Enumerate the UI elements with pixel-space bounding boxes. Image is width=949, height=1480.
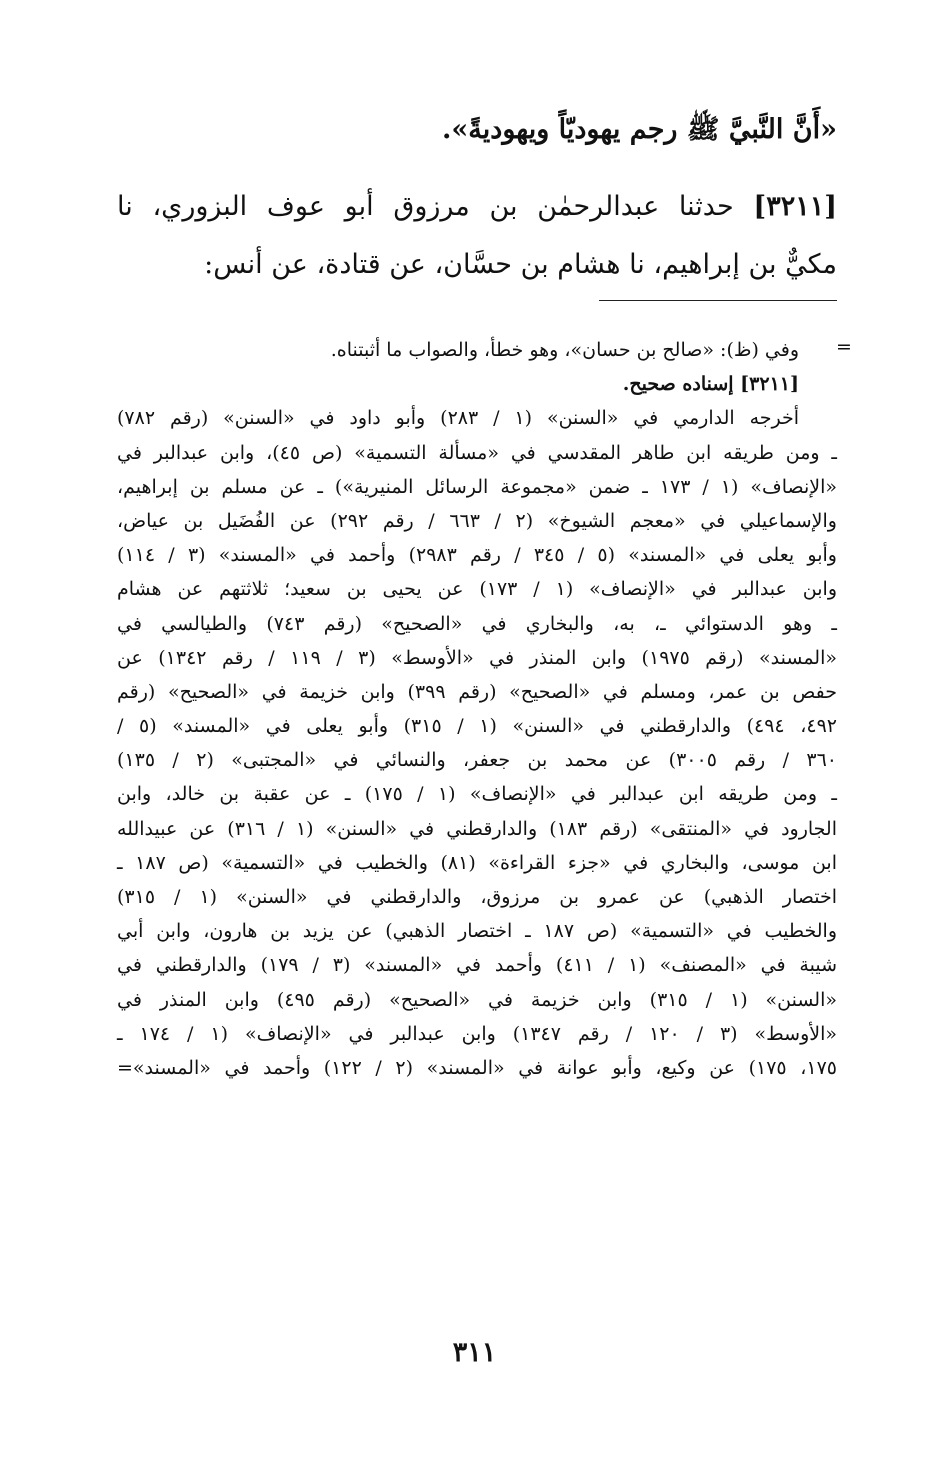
footnote-line: أخرجه الدارمي في «السنن» (١ / ٢٨٣) وأبو داود في «السنن» (رقم ٧٨٢) <box>117 407 800 430</box>
footnote-line: ١٧٥، ١٧٥) عن وكيع، وأبو عوانة في «المسند» (٢ / ١٢٢) وأحمد في «المسند»= <box>117 1056 837 1079</box>
isnad-line-2: مكيٌّ بن إبراهيم، نا هشام بن حسَّان، عن قتادة، عن أنس: <box>204 249 837 280</box>
footnote-line: وابن عبدالبر في «الإنصاف» (١ / ١٧٣) عن يحيى بن سعيد؛ ثلاثتهم عن هشام <box>117 578 838 601</box>
isnad-line-1-text: حدثنا عبدالرحمٰن بن مرزوق أبو عوف البزوري، نا <box>117 191 734 222</box>
footnote-line: «المسند» (رقم ١٩٧٥) وابن المنذر في «الأوسط» (٣ / ١١٩ / رقم ١٣٤٢) عن <box>117 646 837 669</box>
footnote-heading <box>117 367 837 401</box>
footnote-variant-note: وفي (ظ): «صالح بن حسان»، وهو خطأ، والصواب ما أثبتناه. <box>330 339 799 361</box>
footnote-line: ٤٩٢، ٤٩٤) والدارقطني في «السنن» (١ / ٣١٥) وأبو يعلى في «المسند» (٥ / <box>117 715 837 738</box>
footnote-line: اختصار الذهبي) عن عمرو بن مرزوق، والدارقطني في «السنن» (١ / ٣١٥) <box>117 886 838 908</box>
footnote-line: شيبة في «المصنف» (١ / ٤١١) وأحمد في «المسند» (٣ / ١٧٩) والدارقطني في <box>117 954 837 977</box>
hadith-isnad <box>117 178 837 294</box>
footnote-line: ـ ومن طريقه ابن عبدالبر في «الإنصاف» (١ / ١٧٥) ـ عن عقبة بن خالد، وابن <box>117 783 838 806</box>
footnote-line: ـ وهو الدستوائي ـ، به، والبخاري في «الصحيح» (رقم ٧٤٣) والطيالسي في <box>117 612 837 635</box>
footnote-line: «السنن» (١ / ٣١٥) وابن خزيمة في «الصحيح» (رقم ٤٩٥) وابن المنذر في <box>117 988 837 1011</box>
footnote-line: ـ ومن طريقه ابن طاهر المقدسي في «مسألة التسمية» (ص ٤٥)، وابن عبدالبر في <box>117 441 837 464</box>
hadith-number: [٣٢١١] <box>753 191 837 222</box>
footnote-line: الجارود في «المنتقى» (رقم ١٨٣) والدارقطني في «السنن» (١ / ٣١٦) عن عبيدالله <box>117 817 838 840</box>
footnote-line: وأبو يعلى في «المسند» (٥ / ٣٤٥ / رقم ٢٩٨٣) وأحمد في «المسند» (٣ / ١١٤) <box>117 544 837 567</box>
footnote-line: «الأوسط» (٣ / ١٢٠ / رقم ١٣٤٧) وابن عبدالبر في «الإنصاف» (١ / ١٧٤ ـ <box>117 1022 838 1045</box>
footnote-separator <box>599 300 837 301</box>
footnote-line: ابن موسى، والبخاري في «جزء القراءة» (٨١) والخطيب في «التسمية» (ص ١٨٧ ـ <box>117 851 837 874</box>
footnote-line: والإسماعيلي في «معجم الشيوخ» (٢ / ٦٦٣ / رقم ٢٩٢) عن الفُضَيل بن عياض، <box>117 509 837 532</box>
hadith-quote: «أَنَّ النَّبيَّ ﷺ رجم يهوديّاً ويهوديةً». <box>442 114 837 145</box>
footnotes <box>117 333 837 1085</box>
footnote-heading-text: إسناده صحيح. <box>622 373 734 396</box>
footnote-line: «الإنصاف» (١ / ١٧٣ ـ ضمن «مجموعة الرسائل المنيرية») ـ عن مسلم بن إبراهيم، <box>117 475 837 498</box>
footnote-heading-number: [٣٢١١] <box>740 373 799 396</box>
isnad-line-1 <box>117 178 837 236</box>
footnote-line: ٣٦٠ / رقم ٣٠٠٥) عن محمد بن جعفر، والنسائي في «المجتبى» (٢ / ١٣٥) <box>117 749 838 772</box>
footnote-line: والخطيب في «التسمية» (ص ١٨٧ ـ اختصار الذهبي) عن يزيد بن هارون، وابن أبي <box>117 920 837 943</box>
page-number: ٣١١ <box>452 1337 497 1368</box>
footnote-line: حفص بن عمر، ومسلم في «الصحيح» (رقم ٣٩٩) وابن خزيمة في «الصحيح» (رقم <box>117 680 837 703</box>
footnote-continuation-marker: = <box>836 336 852 358</box>
